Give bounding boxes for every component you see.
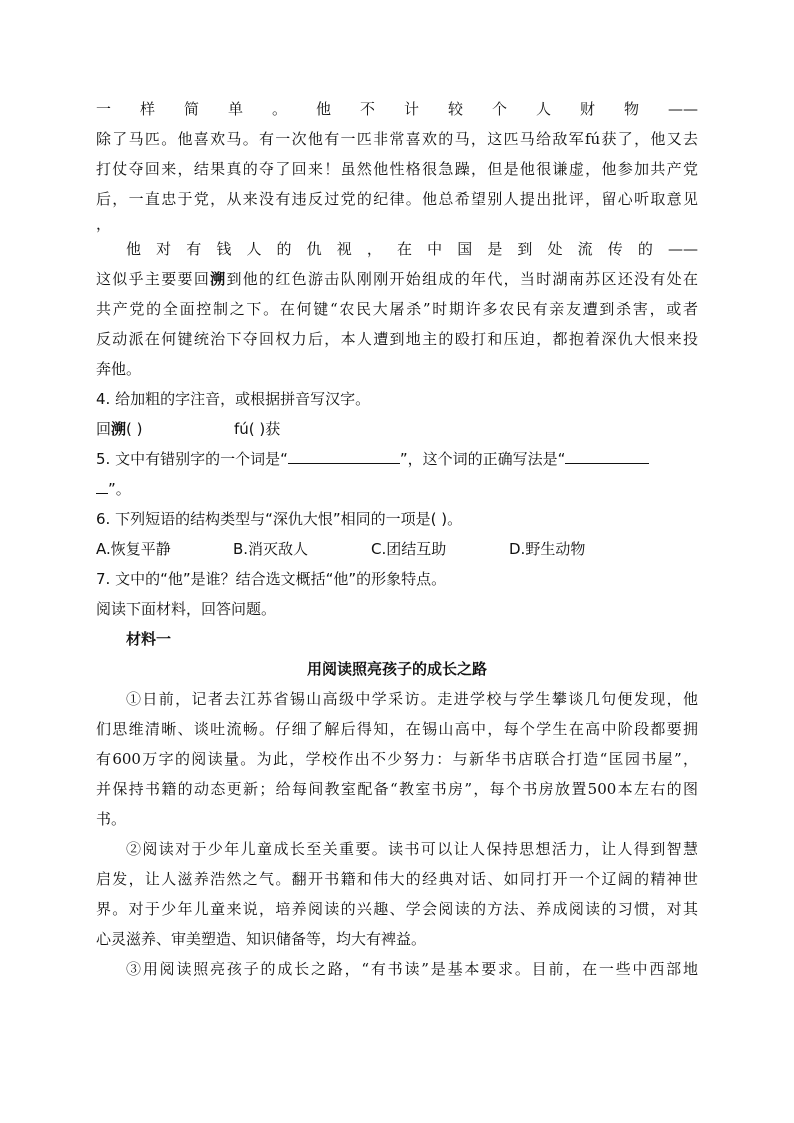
question-7: 7. 文中的“他”是谁？结合选文概括“他”的形象特点。 <box>96 570 447 588</box>
passage-line: 反动派在何键统治下夺回权力后，本人遭到地主的殴打和压迫，都抱着深仇大恨来投 <box>96 330 698 348</box>
passage-line: 共产党的全面控制之下。在何键“农民大屠杀”时期许多农民有亲友遭到杀害，或者 <box>96 300 698 318</box>
question-6: 6. 下列短语的结构类型与“深仇大恨”相同的一项是( )。 <box>96 510 463 528</box>
bold-char: 溯 <box>210 270 227 288</box>
q4-item-1: 回溯( ) <box>96 420 143 438</box>
passage-line: 这似乎主要要回溯到他的红色游击队刚刚开始组成的年代，当时湖南苏区还没有处在 <box>96 270 698 288</box>
passage-line: 打仗夺回来，结果真的夺了回来！虽然他性格很急躁，但是他很谦虚，他参加共产党 <box>96 160 698 178</box>
material-line: 有600万字的阅读量。为此，学校作出不少努力：与新华书店联合打造“匡园书屋”， <box>96 750 698 768</box>
passage-line: 一样简单。他不计较个人财物—— <box>96 100 698 118</box>
passage-line: 除了马匹。他喜欢马。有一次他有一匹非常喜欢的马，这匹马给敌军fú获了，他又去 <box>96 130 698 148</box>
passage-line: ， <box>96 215 112 233</box>
passage-line: 他对有钱人的仇视，在中国是到处流传的—— <box>126 240 698 258</box>
answer-blank[interactable] <box>565 447 649 464</box>
option-d[interactable]: D.野生动物 <box>509 540 586 558</box>
option-b[interactable]: B.消灭敌人 <box>233 540 309 558</box>
q4-item-2: fú( )获 <box>234 420 281 438</box>
material-title: 用阅读照亮孩子的成长之路 <box>306 660 487 678</box>
material-line: ③用阅读照亮孩子的成长之路，“有书读”是基本要求。目前，在一些中西部地 <box>126 960 698 978</box>
question-4-items <box>96 414 698 444</box>
material-line: 界。对于少年儿童来说，培养阅读的兴趣、学会阅读的方法、养成阅读的习惯，对其 <box>96 900 698 918</box>
passage-line: 后，一直忠于党，从来没有违反过党的纪律。他总希望别人提出批评，留心听取意见 <box>96 190 698 208</box>
question-5-cont: ”。 <box>96 474 698 504</box>
option-a[interactable]: A.恢复平静 <box>96 540 171 558</box>
question-6-options <box>96 534 698 564</box>
question-4: 4. 给加粗的字注音，或根据拼音写汉字。 <box>96 390 371 408</box>
material-line: 启发，让人滋养浩然之气。翻开书籍和伟大的经典对话、如同打开一个辽阔的精神世 <box>96 870 698 888</box>
material-line: 并保持书籍的动态更新；给每间教室配备“教室书房”，每个书房放置500本左右的图 <box>96 780 698 798</box>
question-5: 5. 文中有错别字的一个词是“ ”，这个词的正确写法是“ <box>96 444 698 474</box>
answer-blank[interactable] <box>288 447 400 464</box>
material-line: ①日前，记者去江苏省锡山高级中学采访。走进学校与学生攀谈几句便发现，他 <box>126 690 698 708</box>
material-line: ②阅读对于少年儿童成长至关重要。读书可以让人保持思想活力，让人得到智慧 <box>126 840 698 858</box>
material-label: 材料一 <box>126 630 172 648</box>
document-page <box>96 94 698 984</box>
answer-blank[interactable] <box>96 477 108 494</box>
material-line: 们思维清晰、谈吐流畅。仔细了解后得知，在锡山高中，每个学生在高中阶段都要拥 <box>96 720 698 738</box>
material-line: 心灵滋养、审美塑造、知识储备等，均大有裨益。 <box>96 930 427 948</box>
material-line: 书。 <box>96 810 127 828</box>
passage-line: 奔他。 <box>96 360 142 378</box>
option-c[interactable]: C.团结互助 <box>371 540 447 558</box>
reading-instruction: 阅读下面材料，回答问题。 <box>96 600 277 618</box>
